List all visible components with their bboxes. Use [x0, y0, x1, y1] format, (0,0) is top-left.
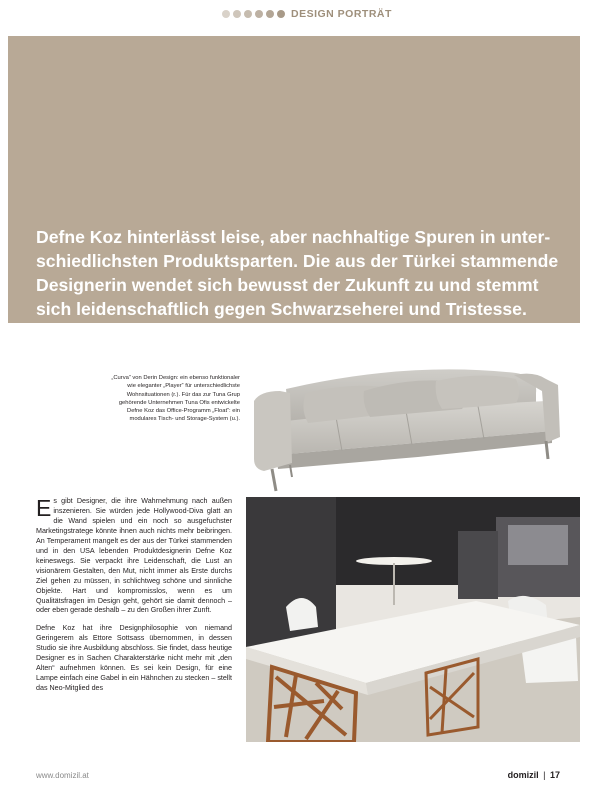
article-body — [36, 497, 232, 702]
byline: Von Anna M. Del Medico — [36, 330, 134, 340]
paragraph-text: s gibt Designer, die ihre Wahrnehmung nach außen inszenieren. Sie würden jede Hollywood-Diva glatt an die Wand spielen und ein noch so ausgefuchster Marketingstratege könnte ihnen auch nichts mehr beibringen. An Temperament mangelt es der aus der Türkei stammenden und in den USA lebenden Produktdesignerin Defne Koz keineswegs. Sie verpackt ihre Leidenschaft, die Lust an visionärem Gestalten, den Mut, nicht immer als Erste durchs Ziel gehen zu müssen, in schlichtweg schöne und sinnliche Objekte. Hart und kompromisslos, wenn es um Qualitätsfragen im Design geht, gehört sie damit dennoch – oder eben gerade deshalb – zu den Großen ihrer Zunft. — [36, 497, 232, 615]
section-title: DESIGN PORTRÄT — [291, 8, 392, 20]
footer-separator: | — [543, 770, 546, 780]
decorative-dots — [222, 10, 285, 18]
drop-cap: E — [36, 495, 52, 521]
office-photo — [246, 497, 580, 742]
sofa-illustration — [246, 331, 580, 495]
page-footer — [508, 770, 560, 780]
lead-paragraph: Defne Koz hinterlässt leise, aber nachhaltige Spuren in unter-schiedlichsten Produktsparten. Die aus der Türkei stammende Designerin wendet sich bewusst der Zukunft zu und stemmt sich leidenschaftlich gegen Schwarzseherei und Tristesse. — [36, 227, 559, 319]
sofa-photo — [246, 331, 580, 495]
dot-icon — [277, 10, 285, 18]
dot-icon — [233, 10, 241, 18]
hero-banner — [8, 36, 580, 340]
page-number: 17 — [549, 770, 560, 780]
section-header — [222, 8, 392, 20]
dot-icon — [266, 10, 274, 18]
website-url[interactable]: www.domizil.at — [36, 771, 89, 780]
article-paragraph — [36, 497, 232, 616]
dot-icon — [255, 10, 263, 18]
office-table-illustration — [246, 497, 580, 742]
dot-icon — [244, 10, 252, 18]
article-paragraph: Defne Koz hat ihre Designphilosophie von niemand Geringerem als Ettore Sottsass übernommen, in dessen Studio sie ihre Ausbildung abschloss. Sie findet, dass heutige Designer es in Sachen Charakterstärke nicht mehr mit „den Alten“ aufnehmen können. Es sei kein Design, für eine Lampe einfach eine Gabel in ein Hähnchen zu stecken – stellt das Neo-Mitglied des — [36, 624, 232, 693]
magazine-name: domizil — [507, 770, 539, 780]
dot-icon — [222, 10, 230, 18]
image-caption: „Curva“ von Derin Design: ein ebenso funktionaler wie eleganter „Player“ für unterschiedlichste Wohnsituationen (r.). Für das zur Tuna Grup gehörende Unternehmen Tuna Ofis entwickelte Defne Koz das Office-Programm „Float“: ein modulares Tisch- und Storage-System (u.). — [111, 375, 240, 423]
